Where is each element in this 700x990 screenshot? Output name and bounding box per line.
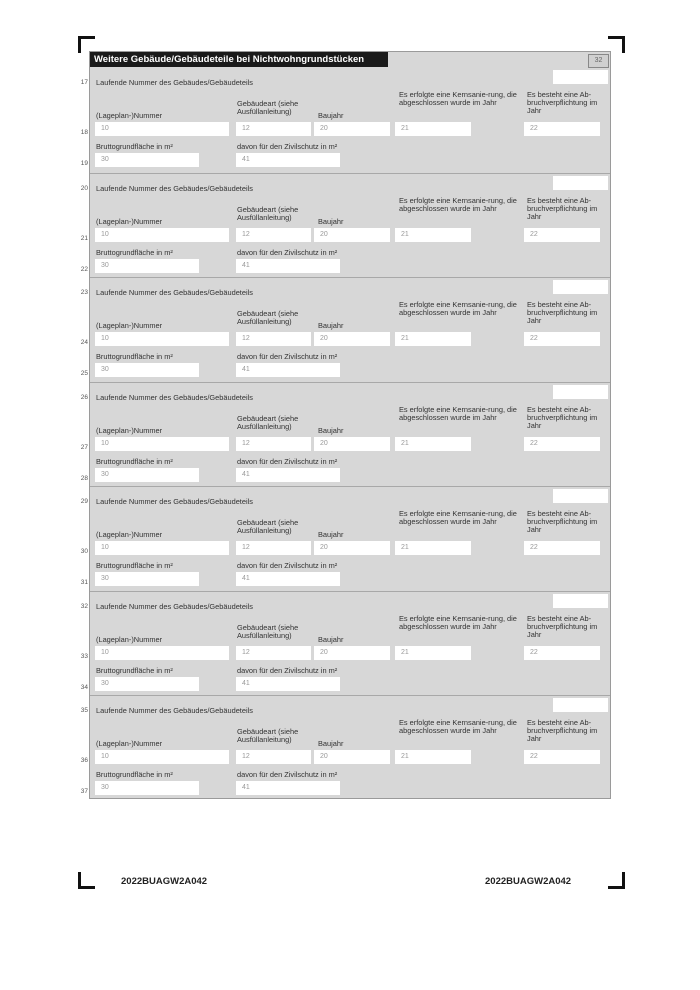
abbruch-jahr-input[interactable] [524, 750, 600, 764]
field-code: 22 [530, 335, 538, 342]
laufende-nummer-label: Laufende Nummer des Gebäudes/Gebäudeteils [96, 392, 253, 402]
bruttogrundflaeche-input[interactable] [95, 468, 199, 482]
row-number: 25 [80, 370, 88, 377]
zivilschutz-input[interactable] [236, 153, 340, 167]
lageplan-nummer-input[interactable] [95, 122, 229, 136]
field-code: 12 [242, 648, 250, 656]
lageplan-nummer-label: (Lageplan-)Nummer [96, 111, 163, 120]
baujahr-input[interactable] [314, 750, 390, 764]
abbruch-jahr-input[interactable] [524, 541, 600, 555]
gebaeudeart-input[interactable] [236, 541, 311, 555]
form-panel [80, 51, 611, 799]
gebaeudeart-input[interactable] [236, 437, 311, 451]
field-code: 41 [242, 470, 250, 478]
lageplan-nummer-label: (Lageplan-)Nummer [96, 321, 163, 330]
zivilschutz-input[interactable] [236, 572, 340, 586]
field-code: 20 [320, 230, 328, 238]
building-block [80, 591, 610, 695]
row-number: 30 [80, 548, 88, 555]
field-code: 30 [101, 784, 109, 791]
lageplan-nummer-label: (Lageplan-)Nummer [96, 739, 163, 748]
field-code: 10 [101, 544, 109, 551]
laufende-nummer-label: Laufende Nummer des Gebäudes/Gebäudeteils [96, 183, 253, 193]
kernsanierung-jahr-input[interactable] [395, 228, 471, 242]
field-code: 22 [530, 230, 538, 238]
field-code: 10 [101, 125, 109, 132]
zivilschutz-label: davon für den Zivilschutz in m² [237, 142, 338, 151]
zivilschutz-label: davon für den Zivilschutz in m² [237, 352, 338, 361]
bruttogrundflaeche-input[interactable] [95, 363, 199, 377]
field-code: 22 [530, 125, 538, 132]
gebaeudeart-label: Gebäudeart (siehe Ausfüllanleitung) [237, 727, 299, 744]
kernsanierung-label: Es erfolgte eine Kernsanie-rung, die abgeschlossen wurde im Jahr [399, 300, 517, 317]
kernsanierung-label: Es erfolgte eine Kernsanie-rung, die abgeschlossen wurde im Jahr [399, 90, 517, 107]
laufende-nummer-input[interactable] [553, 385, 608, 399]
bruttogrundflaeche-label: Bruttogrundfläche in m² [96, 561, 173, 570]
baujahr-input[interactable] [314, 332, 390, 346]
zivilschutz-input[interactable] [236, 677, 340, 691]
abbruchverpflichtung-label: Es besteht eine Ab-bruchverpflichtung im Jahr [527, 718, 598, 743]
kernsanierung-label: Es erfolgte eine Kernsanie-rung, die abgeschlossen wurde im Jahr [399, 718, 517, 735]
laufende-nummer-input[interactable] [553, 594, 608, 608]
gebaeudeart-label: Gebäudeart (siehe Ausfüllanleitung) [237, 99, 299, 116]
field-code: 10 [101, 648, 109, 656]
field-code: 41 [242, 366, 250, 373]
lageplan-nummer-label: (Lageplan-)Nummer [96, 530, 163, 539]
zivilschutz-label: davon für den Zivilschutz in m² [237, 665, 338, 675]
lageplan-nummer-input[interactable] [95, 437, 229, 451]
gebaeudeart-input[interactable] [236, 332, 311, 346]
laufende-nummer-label: Laufende Nummer des Gebäudes/Gebäudeteils [96, 706, 253, 715]
row-number: 29 [80, 498, 88, 505]
field-code: 12 [242, 335, 250, 342]
field-code: 20 [320, 439, 328, 447]
lageplan-nummer-input[interactable] [95, 646, 229, 660]
baujahr-input[interactable] [314, 541, 390, 555]
row-number: 31 [80, 579, 88, 586]
bruttogrundflaeche-label: Bruttogrundfläche in m² [96, 142, 173, 151]
field-code: 12 [242, 125, 250, 132]
laufende-nummer-input[interactable] [553, 70, 608, 84]
crop-mark-bottom-right [608, 872, 625, 889]
form-code-left: 2022BUAGW2A042 [121, 876, 208, 887]
abbruch-jahr-input[interactable] [524, 437, 600, 451]
lageplan-nummer-input[interactable] [95, 228, 229, 242]
bruttogrundflaeche-input[interactable] [95, 572, 199, 586]
form-title: Weitere Gebäude/Gebäudeteile bei Nichtwohngrundstücken [90, 52, 388, 67]
row-number: 33 [80, 652, 88, 660]
field-code: 22 [530, 648, 538, 656]
zivilschutz-input[interactable] [236, 259, 340, 273]
bruttogrundflaeche-label: Bruttogrundfläche in m² [96, 352, 173, 361]
zivilschutz-label: davon für den Zivilschutz in m² [237, 561, 338, 570]
row-number: 20 [80, 184, 88, 192]
abbruchverpflichtung-label: Es besteht eine Ab-bruchverpflichtung im Jahr [527, 404, 598, 430]
row-number: 24 [80, 339, 88, 346]
row-number: 32 [80, 602, 88, 610]
laufende-nummer-label: Laufende Nummer des Gebäudes/Gebäudeteils [96, 78, 253, 87]
field-code: 21 [401, 753, 409, 760]
baujahr-label: Baujahr [318, 111, 344, 120]
field-code: 12 [242, 544, 250, 551]
field-code: 30 [101, 679, 109, 687]
baujahr-input[interactable] [314, 122, 390, 136]
row-number: 34 [80, 683, 88, 691]
bruttogrundflaeche-input[interactable] [95, 153, 199, 167]
gebaeudeart-input[interactable] [236, 122, 311, 136]
abbruch-jahr-input[interactable] [524, 122, 600, 136]
laufende-nummer-label: Laufende Nummer des Gebäudes/Gebäudeteils [96, 601, 253, 611]
building-block [80, 68, 610, 171]
field-code: 22 [530, 544, 538, 551]
field-code: 10 [101, 230, 109, 238]
baujahr-label: Baujahr [318, 530, 344, 539]
kernsanierung-jahr-input[interactable] [395, 646, 471, 660]
field-code: 20 [320, 648, 328, 656]
row-number: 28 [80, 474, 88, 482]
field-code: 41 [242, 575, 250, 582]
baujahr-input[interactable] [314, 228, 390, 242]
zivilschutz-input[interactable] [236, 781, 340, 795]
field-code: 21 [401, 230, 409, 238]
building-block [80, 382, 610, 486]
baujahr-label: Baujahr [318, 739, 344, 748]
gebaeudeart-label: Gebäudeart (siehe Ausfüllanleitung) [237, 204, 299, 222]
crop-mark-bottom-left [78, 872, 95, 889]
gebaeudeart-input[interactable] [236, 228, 311, 242]
zivilschutz-input[interactable] [236, 363, 340, 377]
laufende-nummer-input[interactable] [553, 698, 608, 712]
laufende-nummer-input[interactable] [553, 280, 608, 294]
bruttogrundflaeche-input[interactable] [95, 677, 199, 691]
bruttogrundflaeche-input[interactable] [95, 259, 199, 273]
building-block [80, 277, 610, 381]
field-code: 41 [242, 784, 250, 791]
field-code: 12 [242, 230, 250, 238]
bruttogrundflaeche-input[interactable] [95, 781, 199, 795]
zivilschutz-input[interactable] [236, 468, 340, 482]
field-code: 41 [242, 156, 250, 163]
bruttogrundflaeche-label: Bruttogrundfläche in m² [96, 665, 173, 675]
lageplan-nummer-input[interactable] [95, 541, 229, 555]
laufende-nummer-input[interactable] [553, 489, 608, 503]
abbruchverpflichtung-label: Es besteht eine Ab-bruchverpflichtung im Jahr [527, 509, 598, 534]
field-code: 20 [320, 753, 328, 760]
baujahr-label: Baujahr [318, 425, 344, 435]
page-number-badge: 32 [588, 54, 609, 68]
row-number: 19 [80, 160, 88, 167]
lageplan-nummer-label: (Lageplan-)Nummer [96, 425, 163, 435]
field-code: 41 [242, 261, 250, 269]
field-code: 20 [320, 544, 328, 551]
gebaeudeart-label: Gebäudeart (siehe Ausfüllanleitung) [237, 622, 299, 640]
field-code: 30 [101, 261, 109, 269]
kernsanierung-jahr-input[interactable] [395, 122, 471, 136]
abbruch-jahr-input[interactable] [524, 646, 600, 660]
lageplan-nummer-label: (Lageplan-)Nummer [96, 216, 163, 226]
field-code: 21 [401, 335, 409, 342]
baujahr-label: Baujahr [318, 634, 344, 644]
lageplan-nummer-label: (Lageplan-)Nummer [96, 634, 163, 644]
row-number: 23 [80, 289, 88, 296]
field-code: 20 [320, 335, 328, 342]
kernsanierung-label: Es erfolgte eine Kernsanie-rung, die abgeschlossen wurde im Jahr [399, 613, 517, 631]
gebaeudeart-input[interactable] [236, 750, 311, 764]
abbruch-jahr-input[interactable] [524, 228, 600, 242]
row-number: 36 [80, 757, 88, 764]
abbruch-jahr-input[interactable] [524, 332, 600, 346]
field-code: 12 [242, 439, 250, 447]
abbruchverpflichtung-label: Es besteht eine Ab-bruchverpflichtung im Jahr [527, 90, 598, 115]
bruttogrundflaeche-label: Bruttogrundfläche in m² [96, 456, 173, 466]
field-code: 22 [530, 439, 538, 447]
field-code: 21 [401, 648, 409, 656]
baujahr-input[interactable] [314, 646, 390, 660]
abbruchverpflichtung-label: Es besteht eine Ab-bruchverpflichtung im Jahr [527, 300, 598, 325]
row-number: 22 [80, 265, 88, 273]
lageplan-nummer-input[interactable] [95, 332, 229, 346]
kernsanierung-label: Es erfolgte eine Kernsanie-rung, die abgeschlossen wurde im Jahr [399, 195, 517, 213]
field-code: 41 [242, 679, 250, 687]
abbruchverpflichtung-label: Es besteht eine Ab-bruchverpflichtung im Jahr [527, 613, 598, 639]
field-code: 10 [101, 753, 109, 760]
row-number: 35 [80, 707, 88, 714]
row-number: 21 [80, 234, 88, 242]
building-block [80, 486, 610, 590]
field-code: 12 [242, 753, 250, 760]
baujahr-label: Baujahr [318, 216, 344, 226]
gebaeudeart-label: Gebäudeart (siehe Ausfüllanleitung) [237, 518, 299, 535]
field-code: 21 [401, 439, 409, 447]
baujahr-label: Baujahr [318, 321, 344, 330]
row-number: 18 [80, 129, 88, 136]
kernsanierung-jahr-input[interactable] [395, 332, 471, 346]
kernsanierung-jahr-input[interactable] [395, 541, 471, 555]
laufende-nummer-input[interactable] [553, 176, 608, 190]
kernsanierung-label: Es erfolgte eine Kernsanie-rung, die abgeschlossen wurde im Jahr [399, 404, 517, 422]
abbruchverpflichtung-label: Es besteht eine Ab-bruchverpflichtung im Jahr [527, 195, 598, 221]
laufende-nummer-label: Laufende Nummer des Gebäudes/Gebäudeteils [96, 288, 253, 297]
lageplan-nummer-input[interactable] [95, 750, 229, 764]
zivilschutz-label: davon für den Zivilschutz in m² [237, 247, 338, 257]
field-code: 21 [401, 125, 409, 132]
field-code: 10 [101, 335, 109, 342]
bruttogrundflaeche-label: Bruttogrundfläche in m² [96, 247, 173, 257]
gebaeudeart-input[interactable] [236, 646, 311, 660]
row-number: 26 [80, 393, 88, 401]
gebaeudeart-label: Gebäudeart (siehe Ausfüllanleitung) [237, 413, 299, 431]
field-code: 30 [101, 575, 109, 582]
form-code-right: 2022BUAGW2A042 [485, 876, 572, 887]
zivilschutz-label: davon für den Zivilschutz in m² [237, 456, 338, 466]
gebaeudeart-label: Gebäudeart (siehe Ausfüllanleitung) [237, 309, 299, 326]
zivilschutz-label: davon für den Zivilschutz in m² [237, 770, 338, 779]
row-number: 27 [80, 443, 88, 451]
laufende-nummer-label: Laufende Nummer des Gebäudes/Gebäudeteils [96, 497, 253, 506]
field-code: 30 [101, 156, 109, 163]
row-number: 17 [80, 79, 88, 86]
field-code: 10 [101, 439, 109, 447]
kernsanierung-jahr-input[interactable] [395, 750, 471, 764]
field-code: 22 [530, 753, 538, 760]
field-code: 20 [320, 125, 328, 132]
kernsanierung-jahr-input[interactable] [395, 437, 471, 451]
field-code: 30 [101, 366, 109, 373]
baujahr-input[interactable] [314, 437, 390, 451]
row-number: 37 [80, 788, 88, 795]
bruttogrundflaeche-label: Bruttogrundfläche in m² [96, 770, 173, 779]
building-block [80, 695, 610, 799]
field-code: 21 [401, 544, 409, 551]
field-code: 30 [101, 470, 109, 478]
building-block [80, 173, 610, 277]
kernsanierung-label: Es erfolgte eine Kernsanie-rung, die abgeschlossen wurde im Jahr [399, 509, 517, 526]
